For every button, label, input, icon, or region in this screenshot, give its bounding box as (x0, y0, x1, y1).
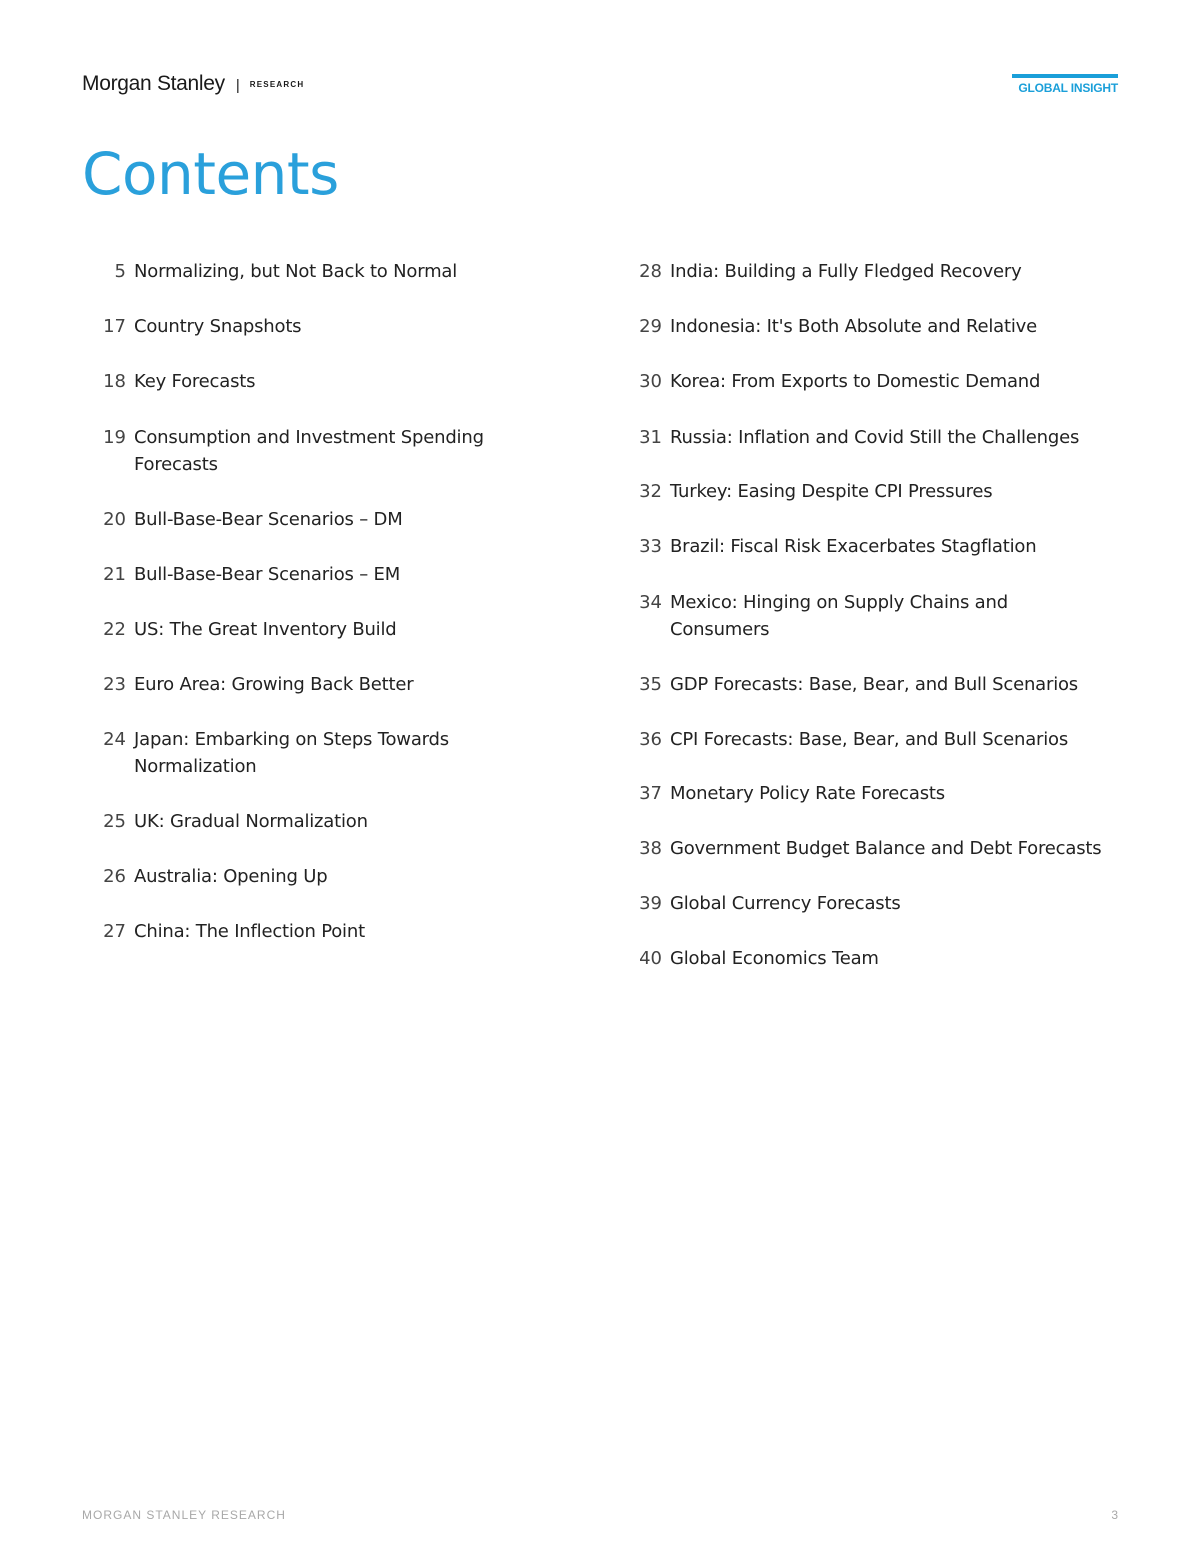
toc-page-number: 28 (639, 261, 662, 282)
brand-logo (82, 72, 304, 96)
toc-page-number: 17 (103, 316, 126, 337)
toc-entry-title: Global Currency Forecasts (670, 893, 901, 914)
toc-entry-title: Key Forecasts (134, 371, 256, 392)
toc-entry-title: Bull-Base-Bear Scenarios – DM (134, 509, 403, 530)
toc-entry-title: US: The Great Inventory Build (134, 619, 397, 640)
toc-item[interactable] (82, 424, 582, 478)
toc-page-number: 26 (103, 866, 126, 887)
publication-label: GLOBAL INSIGHT (1012, 74, 1118, 95)
toc-page-number: 32 (639, 481, 662, 502)
toc-page-number: 5 (114, 261, 126, 282)
toc-entry-title: UK: Gradual Normalization (134, 811, 368, 832)
toc-entry-title: Country Snapshots (134, 316, 302, 337)
toc-page-number: 37 (639, 783, 662, 804)
toc-page-number: 29 (639, 316, 662, 337)
toc-page-number: 36 (639, 729, 662, 750)
toc-item[interactable] (82, 918, 582, 945)
toc-page-number: 20 (103, 509, 126, 530)
toc-item[interactable] (82, 616, 582, 643)
toc-entry-title: Korea: From Exports to Domestic Demand (670, 371, 1041, 392)
brand-research-label: RESEARCH (249, 80, 305, 89)
brand-name: Morgan Stanley (82, 72, 225, 95)
toc-entry-title: Normalizing, but Not Back to Normal (134, 261, 458, 282)
toc-entry-title: Australia: Opening Up (134, 866, 328, 887)
toc-item[interactable] (82, 258, 582, 285)
toc-entry-title: India: Building a Fully Fledged Recovery (670, 261, 1022, 282)
toc-page-number: 30 (639, 371, 662, 392)
toc-page-number: 25 (103, 811, 126, 832)
toc-item[interactable] (620, 671, 1120, 698)
toc-item[interactable] (620, 424, 1120, 451)
toc-item[interactable] (82, 506, 582, 533)
toc-item[interactable] (620, 313, 1120, 340)
toc-page-number: 31 (639, 427, 662, 448)
toc-page-number: 33 (639, 536, 662, 557)
toc-item[interactable] (620, 533, 1120, 560)
toc-entry-title: CPI Forecasts: Base, Bear, and Bull Scenarios (670, 729, 1069, 750)
toc-page-number: 35 (639, 674, 662, 695)
page-title: Contents (82, 140, 339, 208)
footer-page-number: 3 (1111, 1508, 1118, 1522)
toc-entry-title: Global Economics Team (670, 948, 879, 969)
toc-item[interactable] (620, 258, 1120, 285)
toc-page-number: 27 (103, 921, 126, 942)
toc-page-number: 23 (103, 674, 126, 695)
toc-item[interactable] (620, 945, 1120, 972)
toc-page-number: 40 (639, 948, 662, 969)
toc-item[interactable] (82, 313, 582, 340)
toc-item[interactable] (620, 835, 1120, 862)
toc-page-number: 39 (639, 893, 662, 914)
toc-page-number: 24 (103, 729, 126, 750)
toc-page-number: 22 (103, 619, 126, 640)
toc-item[interactable] (82, 368, 582, 395)
toc-item[interactable] (620, 478, 1120, 505)
toc-entry-title: Consumption and Investment Spending Forecasts (134, 427, 484, 475)
toc-entry-title: Brazil: Fiscal Risk Exacerbates Stagflation (670, 536, 1037, 557)
toc-entry-title: China: The Inflection Point (134, 921, 365, 942)
page-header (82, 72, 1118, 102)
toc-entry-title: Turkey: Easing Despite CPI Pressures (670, 481, 993, 502)
toc-page-number: 38 (639, 838, 662, 859)
toc-item[interactable] (620, 589, 1120, 643)
toc-entry-title: Government Budget Balance and Debt Forecasts (670, 838, 1102, 859)
toc-item[interactable] (82, 726, 582, 780)
toc-entry-title: Monetary Policy Rate Forecasts (670, 783, 945, 804)
toc-item[interactable] (82, 671, 582, 698)
brand-separator: | (235, 77, 240, 94)
toc-item[interactable] (620, 890, 1120, 917)
toc-page-number: 19 (103, 427, 126, 448)
toc-item[interactable] (620, 726, 1120, 753)
toc-entry-title: Indonesia: It's Both Absolute and Relative (670, 316, 1037, 337)
toc-entry-title: Mexico: Hinging on Supply Chains and Consumers (670, 592, 1008, 640)
toc-entry-title: GDP Forecasts: Base, Bear, and Bull Scenarios (670, 674, 1078, 695)
toc-entry-title: Japan: Embarking on Steps Towards Normalization (134, 729, 449, 777)
toc-entry-title: Russia: Inflation and Covid Still the Challenges (670, 427, 1080, 448)
toc-item[interactable] (82, 863, 582, 890)
toc-page-number: 18 (103, 371, 126, 392)
toc-item[interactable] (620, 780, 1120, 807)
toc-item[interactable] (82, 808, 582, 835)
toc-entry-title: Bull-Base-Bear Scenarios – EM (134, 564, 401, 585)
toc-item[interactable] (620, 368, 1120, 395)
toc-entry-title: Euro Area: Growing Back Better (134, 674, 414, 695)
toc-page-number: 34 (639, 592, 662, 613)
footer-publisher: MORGAN STANLEY RESEARCH (82, 1508, 286, 1522)
toc-page-number: 21 (103, 564, 126, 585)
toc-item[interactable] (82, 561, 582, 588)
